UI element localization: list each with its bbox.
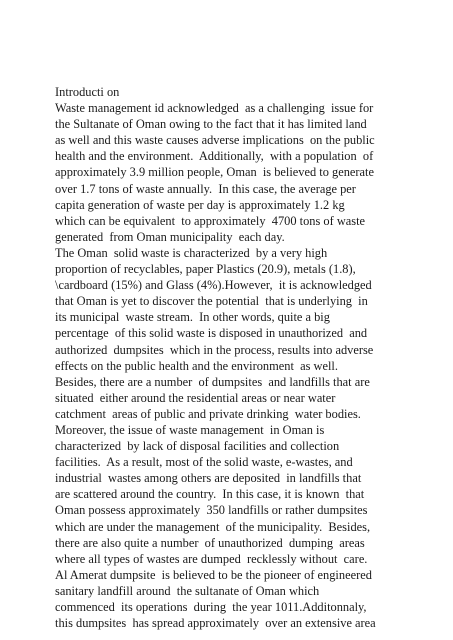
body-line: industrial wastes among others are deposited in landfills that bbox=[55, 471, 362, 486]
body-line: effects on the public health and the environment as well. bbox=[55, 358, 338, 373]
body-line: which are under the management of the municipality. Besides, bbox=[55, 519, 371, 534]
body-line: generated from Oman municipality each day. bbox=[55, 229, 285, 244]
body-line: over 1.7 tons of waste annually. In this case, the average per bbox=[55, 181, 356, 196]
body-line: where all types of wastes are dumped recklessly without care. bbox=[55, 551, 368, 566]
body-line: characterized by lack of disposal facilities and collection bbox=[55, 439, 340, 454]
body-line: capita generation of waste per day is approximately 1.2 kg bbox=[55, 197, 345, 212]
section-heading: Introducti on bbox=[55, 85, 120, 99]
body-line: The Oman solid waste is characterized by a very high bbox=[55, 245, 328, 260]
body-line: approximately 3.9 million people, Oman is believed to generate bbox=[55, 165, 374, 180]
body-line: this dumpsites has spread approximately over an extensive area bbox=[55, 616, 376, 631]
body-line: commenced its operations during the year 1011.Additonnaly, bbox=[55, 600, 367, 614]
body-line: sanitary landfill around the sultanate of Oman which bbox=[55, 583, 320, 598]
body-line: authorized dumpsites which in the process, results into adverse bbox=[55, 342, 374, 357]
body-line: \cardboard (15%) and Glass (4%).However, it is acknowledged bbox=[55, 278, 372, 293]
body-line: are scattered around the country. In this case, it is known that bbox=[55, 487, 365, 502]
body-line: proportion of recyclables, paper Plastics (20.9), metals (1.8), bbox=[55, 262, 356, 277]
body-line: situated either around the residential areas or near water bbox=[55, 390, 336, 405]
body-line: there are also quite a number of unauthorized dumping areas bbox=[55, 535, 365, 550]
body-line: percentage of this solid waste is disposed in unauthorized and bbox=[55, 326, 368, 341]
body-line: health and the environment. Additionally, with a population of bbox=[55, 149, 374, 164]
body-line: Besides, there are a number of dumpsites and landfills that are bbox=[55, 374, 370, 389]
body-line: its municipal waste stream. In other words, quite a big bbox=[55, 310, 330, 325]
body-line: facilities. As a result, most of the solid waste, e-wastes, and bbox=[55, 455, 353, 470]
body-line: Moreover, the issue of waste management in Oman is bbox=[55, 422, 325, 437]
document-body bbox=[55, 84, 405, 631]
body-line: catchment areas of public and private drinking water bodies. bbox=[55, 406, 361, 421]
body-line: that Oman is yet to discover the potential that is underlying in bbox=[55, 294, 368, 309]
body-line: which can be equivalent to approximately 4700 tons of waste bbox=[55, 213, 366, 228]
body-line: Al Amerat dumpsite is believed to be the pioneer of engineered bbox=[55, 567, 372, 582]
body-line: the Sultanate of Oman owing to the fact that it has limited land bbox=[55, 117, 367, 132]
body-line: Waste management id acknowledged as a challenging issue for bbox=[55, 101, 374, 116]
body-line: as well and this waste causes adverse implications on the public bbox=[55, 133, 375, 148]
body-line: Oman possess approximately 350 landfills or rather dumpsites bbox=[55, 503, 368, 518]
